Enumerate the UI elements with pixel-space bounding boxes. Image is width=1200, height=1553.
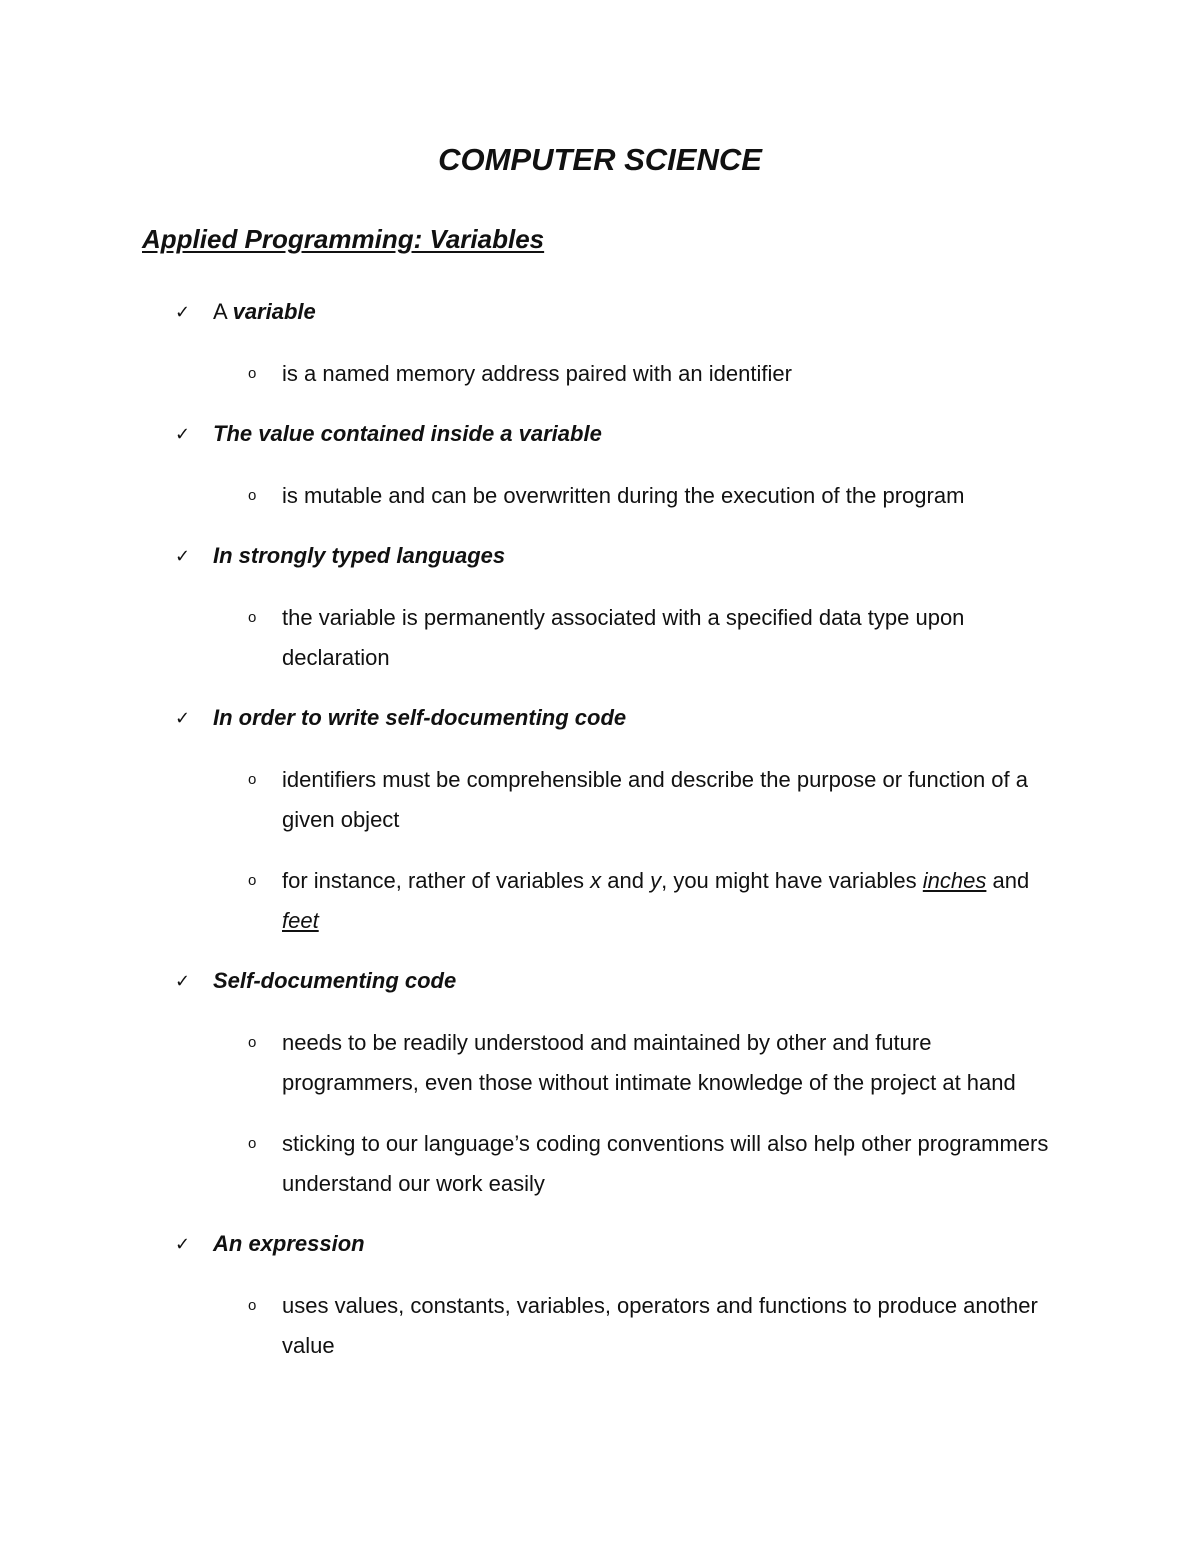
list-item-term xyxy=(213,293,316,331)
list-item-term: In strongly typed languages xyxy=(213,543,506,568)
sub-point xyxy=(0,1124,1200,1204)
checkmark-icon: ✓ xyxy=(175,546,191,566)
list-item-heading xyxy=(0,1225,1200,1263)
checkmark-icon: ✓ xyxy=(175,971,191,991)
circle-bullet-icon: o xyxy=(248,1034,257,1051)
section-heading: Applied Programming: Variables xyxy=(142,224,545,254)
sub-point-text: uses values, constants, variables, operators and functions to produce another value xyxy=(282,1293,1038,1358)
text-run: and xyxy=(601,868,651,893)
list-item-heading xyxy=(0,962,1200,1000)
list-item xyxy=(0,415,1200,516)
list-item-term: The value contained inside a variable xyxy=(213,421,602,446)
checkmark-icon: ✓ xyxy=(175,302,191,322)
sub-point-text: the variable is permanently associated with a specified data type upon declaration xyxy=(282,605,965,670)
checkmark-icon: ✓ xyxy=(175,424,191,444)
list-item-term: Self-documenting code xyxy=(213,968,457,993)
circle-bullet-icon: o xyxy=(248,1297,257,1314)
bullet-list xyxy=(0,293,1200,1387)
list-item xyxy=(0,1225,1200,1366)
term-name: variable xyxy=(232,299,316,324)
list-item-term: An expression xyxy=(213,1231,365,1256)
checkmark-icon: ✓ xyxy=(175,708,191,728)
sub-point xyxy=(0,476,1200,516)
list-item xyxy=(0,293,1200,394)
text-run: , you might have variables xyxy=(661,868,923,893)
sub-point-text: sticking to our language’s coding conventions will also help other programmers understand our work easily xyxy=(282,1131,1049,1196)
text-run: for instance, rather of variables xyxy=(282,868,591,893)
variable-name-y: y xyxy=(650,868,662,893)
circle-bullet-icon: o xyxy=(248,771,257,788)
list-item xyxy=(0,537,1200,678)
sub-point xyxy=(0,598,1200,678)
sub-point xyxy=(0,1023,1200,1103)
list-item xyxy=(0,962,1200,1204)
variable-name-x: x xyxy=(590,868,602,893)
sub-point xyxy=(0,354,1200,394)
document-title: COMPUTER SCIENCE xyxy=(438,142,762,177)
circle-bullet-icon: o xyxy=(248,365,257,382)
list-item-term: In order to write self-documenting code xyxy=(213,705,627,730)
sub-point-text: is mutable and can be overwritten during the execution of the program xyxy=(282,483,965,508)
list-item-heading xyxy=(0,699,1200,737)
sub-point xyxy=(0,760,1200,840)
circle-bullet-icon: o xyxy=(248,487,257,504)
list-item-heading xyxy=(0,537,1200,575)
text-run: and xyxy=(986,868,1030,893)
circle-bullet-icon: o xyxy=(248,609,257,626)
circle-bullet-icon: o xyxy=(248,1135,257,1152)
list-item xyxy=(0,699,1200,941)
sub-point xyxy=(0,1286,1200,1366)
checkmark-icon: ✓ xyxy=(175,1234,191,1254)
list-item-heading xyxy=(0,415,1200,453)
variable-name-inches: inches xyxy=(922,868,987,893)
circle-bullet-icon: o xyxy=(248,872,257,889)
sub-point-text: identifiers must be comprehensible and describe the purpose or function of a given object xyxy=(282,767,1028,832)
list-item-heading xyxy=(0,293,1200,331)
sub-point-text: needs to be readily understood and maintained by other and future programmers, even those without intimate knowledge of the project at hand xyxy=(282,1030,1016,1095)
sub-point-text xyxy=(282,861,1052,941)
sub-point xyxy=(0,861,1200,941)
variable-name-feet: feet xyxy=(282,908,319,933)
sub-point-text: is a named memory address paired with an identifier xyxy=(282,361,792,386)
term-prefix: A xyxy=(213,299,233,324)
